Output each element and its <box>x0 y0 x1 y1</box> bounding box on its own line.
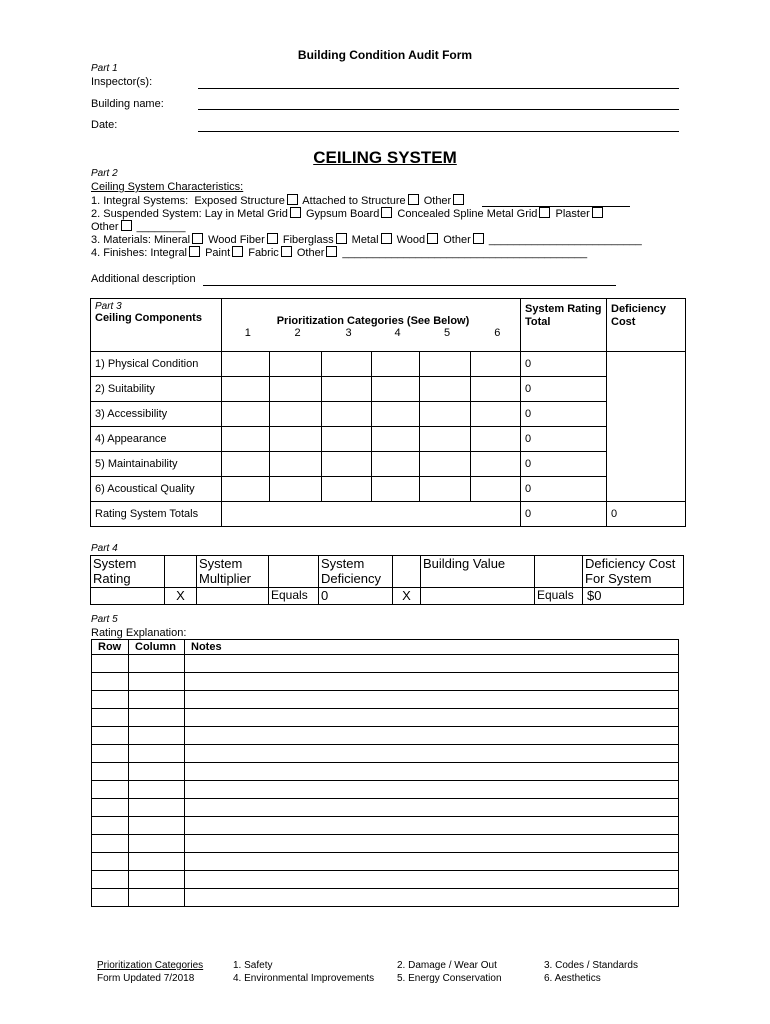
option-lay-in-metal-grid: Lay in Metal Grid <box>204 208 288 220</box>
table-row <box>92 835 679 853</box>
equals-sign: Equals <box>535 588 583 605</box>
notes-cell[interactable] <box>185 727 679 745</box>
table-row <box>91 351 686 376</box>
characteristics-label: Ceiling System Characteristics: <box>91 181 244 193</box>
option-metal: Metal <box>351 234 379 246</box>
notes-header: Notes <box>185 640 679 655</box>
row-cell[interactable] <box>92 817 129 835</box>
row-total: 0 <box>521 351 607 376</box>
checkbox-wood-fiber[interactable] <box>267 233 278 244</box>
checkbox-lay-in-metal-grid[interactable] <box>290 207 301 218</box>
column-cell[interactable] <box>129 781 185 799</box>
row-cell[interactable] <box>92 709 129 727</box>
table-row <box>92 691 679 709</box>
column-cell[interactable] <box>129 673 185 691</box>
score-cell[interactable] <box>270 351 322 376</box>
score-cell[interactable] <box>471 351 521 376</box>
rating-total-header: System Rating Total <box>521 299 607 352</box>
checkbox-integral-other[interactable] <box>453 194 464 205</box>
suspended-other-label: Other <box>91 221 119 233</box>
option-integral: Integral <box>150 247 188 259</box>
components-header-cell <box>91 299 222 327</box>
score-cell[interactable] <box>471 376 521 401</box>
option-finishes-other: Other <box>296 247 325 259</box>
notes-cell[interactable] <box>185 763 679 781</box>
score-cell[interactable] <box>322 376 372 401</box>
score-cell[interactable] <box>222 401 270 426</box>
category-4: 4 <box>372 327 420 352</box>
score-cell[interactable] <box>372 426 420 451</box>
footer-item: 4. Environmental Improvements <box>233 973 375 984</box>
score-cell[interactable] <box>471 451 521 476</box>
integral-systems-line <box>91 194 466 207</box>
checkbox-paint[interactable] <box>232 246 243 257</box>
column-cell[interactable] <box>129 763 185 781</box>
option-integral-other: Other <box>423 195 452 207</box>
system-multiplier-header: System Multiplier <box>197 556 269 588</box>
checkbox-concealed-spline[interactable] <box>539 207 550 218</box>
notes-cell[interactable] <box>185 709 679 727</box>
date-label: Date: <box>91 119 118 131</box>
row-label: 2) Suitability <box>91 376 222 401</box>
suspended-prefix: 2. Suspended System: <box>91 208 202 220</box>
times-sign: X <box>393 588 421 605</box>
score-cell[interactable] <box>322 451 372 476</box>
table-row <box>92 655 679 673</box>
checkbox-mineral[interactable] <box>192 233 203 244</box>
row-cell[interactable] <box>92 727 129 745</box>
part5-label: Part 5 <box>91 614 118 625</box>
equals-sign: Equals <box>269 588 319 605</box>
deficiency-cost-header: Deficiency Cost <box>607 299 686 352</box>
row-total: 0 <box>521 451 607 476</box>
option-attached-structure: Attached to Structure <box>302 195 406 207</box>
deficiency-cost-system-header: Deficiency Cost For System <box>583 556 684 588</box>
notes-cell[interactable] <box>185 655 679 673</box>
finishes-line <box>91 246 587 259</box>
section-heading: CEILING SYSTEM <box>313 148 457 167</box>
table-row <box>92 781 679 799</box>
score-cell[interactable] <box>420 476 471 501</box>
column-cell[interactable] <box>129 835 185 853</box>
checkbox-suspended-other[interactable] <box>121 220 132 231</box>
score-cell[interactable] <box>222 351 270 376</box>
checkbox-integral[interactable] <box>189 246 200 257</box>
table-row <box>92 871 679 889</box>
blank-header <box>269 556 319 588</box>
row-total: 0 <box>521 426 607 451</box>
table-row <box>92 889 679 907</box>
option-fiberglass: Fiberglass <box>282 234 334 246</box>
notes-cell[interactable] <box>185 745 679 763</box>
score-cell[interactable] <box>420 351 471 376</box>
row-total: 0 <box>521 401 607 426</box>
notes-cell[interactable] <box>185 817 679 835</box>
building-value-header: Building Value <box>421 556 535 588</box>
row-total: 0 <box>521 376 607 401</box>
row-cell[interactable] <box>92 889 129 907</box>
totals-blank <box>222 501 521 526</box>
table-row <box>92 799 679 817</box>
additional-description-label: Additional description <box>91 273 196 285</box>
column-cell[interactable] <box>129 727 185 745</box>
score-cell[interactable] <box>270 451 322 476</box>
category-1: 1 <box>222 327 270 352</box>
category-2: 2 <box>270 327 322 352</box>
row-cell[interactable] <box>92 655 129 673</box>
blank-header <box>535 556 583 588</box>
option-wood-fiber: Wood Fiber <box>208 234 265 246</box>
checkbox-finishes-other[interactable] <box>326 246 337 257</box>
building-value-value[interactable] <box>421 588 535 605</box>
components-header-blank <box>91 327 222 352</box>
row-label: 6) Acoustical Quality <box>91 476 222 501</box>
option-mineral: Mineral <box>153 234 191 246</box>
materials-other-field[interactable]: _________________________ <box>488 234 642 246</box>
score-cell[interactable] <box>420 401 471 426</box>
checkbox-wood[interactable] <box>427 233 438 244</box>
notes-cell[interactable] <box>185 835 679 853</box>
row-cell[interactable] <box>92 673 129 691</box>
option-exposed-structure: Exposed Structure <box>194 195 285 207</box>
score-cell[interactable] <box>420 376 471 401</box>
column-cell[interactable] <box>129 691 185 709</box>
column-cell[interactable] <box>129 799 185 817</box>
finishes-other-field[interactable]: ________________________________________ <box>342 247 588 259</box>
materials-prefix: 3. Materials: <box>91 234 151 246</box>
table-row <box>92 745 679 763</box>
checkbox-fiberglass[interactable] <box>336 233 347 244</box>
rating-explanation-label: Rating Explanation: <box>91 627 187 639</box>
score-cell[interactable] <box>270 426 322 451</box>
score-cell[interactable] <box>420 426 471 451</box>
score-cell[interactable] <box>471 476 521 501</box>
footer-item: 3. Codes / Standards <box>544 960 638 971</box>
system-deficiency-value: 0 <box>319 588 393 605</box>
row-cell[interactable] <box>92 835 129 853</box>
notes-cell[interactable] <box>185 853 679 871</box>
score-cell[interactable] <box>222 476 270 501</box>
table-row <box>91 401 686 426</box>
table-row <box>92 853 679 871</box>
score-cell[interactable] <box>372 451 420 476</box>
checkbox-materials-other[interactable] <box>473 233 484 244</box>
deficiency-cost-column <box>607 351 686 501</box>
building-name-label: Building name: <box>91 98 164 110</box>
totals-row <box>91 501 686 526</box>
building-name-field[interactable] <box>198 109 679 110</box>
blank-header <box>165 556 197 588</box>
totals-cost: 0 <box>607 501 686 526</box>
option-plaster: Plaster <box>555 208 590 220</box>
suspended-system-line <box>91 207 605 220</box>
components-header: Ceiling Components <box>95 312 202 324</box>
table-row <box>92 709 679 727</box>
suspended-other-line <box>91 220 186 233</box>
table-row <box>91 376 686 401</box>
suspended-other-field[interactable]: ________ <box>136 221 186 233</box>
option-wood: Wood <box>396 234 426 246</box>
column-cell[interactable] <box>129 655 185 673</box>
inspector-field[interactable] <box>198 88 679 89</box>
notes-cell[interactable] <box>185 799 679 817</box>
score-cell[interactable] <box>270 376 322 401</box>
deficiency-cost-value: $0 <box>583 588 684 605</box>
checkbox-attached-structure[interactable] <box>408 194 419 205</box>
score-cell[interactable] <box>471 401 521 426</box>
row-label: 3) Accessibility <box>91 401 222 426</box>
score-cell[interactable] <box>322 401 372 426</box>
table-row <box>91 426 686 451</box>
row-cell[interactable] <box>92 691 129 709</box>
table-row <box>91 476 686 501</box>
row-cell[interactable] <box>92 745 129 763</box>
integral-prefix: 1. Integral Systems: <box>91 195 189 207</box>
part4-label: Part 4 <box>91 543 118 554</box>
score-cell[interactable] <box>270 476 322 501</box>
score-cell[interactable] <box>372 401 420 426</box>
notes-cell[interactable] <box>185 889 679 907</box>
score-cell[interactable] <box>222 376 270 401</box>
option-fabric: Fabric <box>248 247 279 259</box>
column-header: Column <box>129 640 185 655</box>
row-cell[interactable] <box>92 799 129 817</box>
score-cell[interactable] <box>322 426 372 451</box>
totals-label: Rating System Totals <box>91 501 222 526</box>
column-cell[interactable] <box>129 871 185 889</box>
footer-updated: Form Updated 7/2018 <box>97 973 195 984</box>
notes-cell[interactable] <box>185 781 679 799</box>
score-cell[interactable] <box>420 451 471 476</box>
notes-cell[interactable] <box>185 691 679 709</box>
column-cell[interactable] <box>129 889 185 907</box>
column-cell[interactable] <box>129 817 185 835</box>
footer-item: 2. Damage / Wear Out <box>397 960 497 971</box>
checkbox-fabric[interactable] <box>281 246 292 257</box>
score-cell[interactable] <box>322 476 372 501</box>
score-cell[interactable] <box>322 351 372 376</box>
score-cell[interactable] <box>471 426 521 451</box>
system-rating-header: System Rating <box>91 556 165 588</box>
notes-table <box>91 639 679 907</box>
part1-label: Part 1 <box>91 63 118 74</box>
score-cell[interactable] <box>372 351 420 376</box>
table-row <box>92 817 679 835</box>
system-multiplier-value[interactable] <box>197 588 269 605</box>
category-3: 3 <box>322 327 372 352</box>
checkbox-gypsum-board[interactable] <box>381 207 392 218</box>
system-deficiency-header: System Deficiency <box>319 556 393 588</box>
notes-cell[interactable] <box>185 673 679 691</box>
times-sign: X <box>165 588 197 605</box>
option-paint: Paint <box>205 247 231 259</box>
date-field[interactable] <box>198 131 679 132</box>
totals-rating: 0 <box>521 501 607 526</box>
table-row <box>92 727 679 745</box>
score-cell[interactable] <box>372 376 420 401</box>
score-cell[interactable] <box>372 476 420 501</box>
part3-label: Part 3 <box>95 301 122 312</box>
blank-header <box>393 556 421 588</box>
system-rating-value[interactable] <box>91 588 165 605</box>
table-row <box>92 673 679 691</box>
components-table <box>90 298 686 527</box>
row-header: Row <box>92 640 129 655</box>
row-cell[interactable] <box>92 781 129 799</box>
score-cell[interactable] <box>222 451 270 476</box>
score-cell[interactable] <box>222 426 270 451</box>
category-6: 6 <box>471 327 521 352</box>
additional-description-field[interactable] <box>203 285 616 286</box>
form-title: Building Condition Audit Form <box>297 48 473 62</box>
checkbox-plaster[interactable] <box>592 207 603 218</box>
option-materials-other: Other <box>443 234 471 246</box>
checkbox-exposed-structure[interactable] <box>287 194 298 205</box>
checkbox-metal[interactable] <box>381 233 392 244</box>
inspector-label: Inspector(s): <box>91 76 153 88</box>
prioritization-header: Prioritization Categories (See Below) <box>222 299 521 327</box>
footer-item: 6. Aesthetics <box>544 973 601 984</box>
table-row <box>91 451 686 476</box>
option-concealed-spline: Concealed Spline Metal Grid <box>397 208 538 220</box>
footer-categories-label: Prioritization Categories <box>97 960 204 971</box>
footer-item: 5. Energy Conservation <box>397 973 502 984</box>
row-label: 5) Maintainability <box>91 451 222 476</box>
calculation-table <box>90 555 684 605</box>
column-cell[interactable] <box>129 745 185 763</box>
column-cell[interactable] <box>129 853 185 871</box>
row-label: 4) Appearance <box>91 426 222 451</box>
table-row <box>92 763 679 781</box>
materials-line <box>91 233 642 246</box>
row-cell[interactable] <box>92 871 129 889</box>
row-label: 1) Physical Condition <box>91 351 222 376</box>
category-5: 5 <box>420 327 471 352</box>
row-cell[interactable] <box>92 853 129 871</box>
option-gypsum-board: Gypsum Board <box>305 208 380 220</box>
part2-label: Part 2 <box>91 168 118 179</box>
score-cell[interactable] <box>270 401 322 426</box>
column-cell[interactable] <box>129 709 185 727</box>
notes-cell[interactable] <box>185 871 679 889</box>
finishes-prefix: 4. Finishes: <box>91 247 148 259</box>
footer-item: 1. Safety <box>233 960 273 971</box>
row-cell[interactable] <box>92 763 129 781</box>
row-total: 0 <box>521 476 607 501</box>
